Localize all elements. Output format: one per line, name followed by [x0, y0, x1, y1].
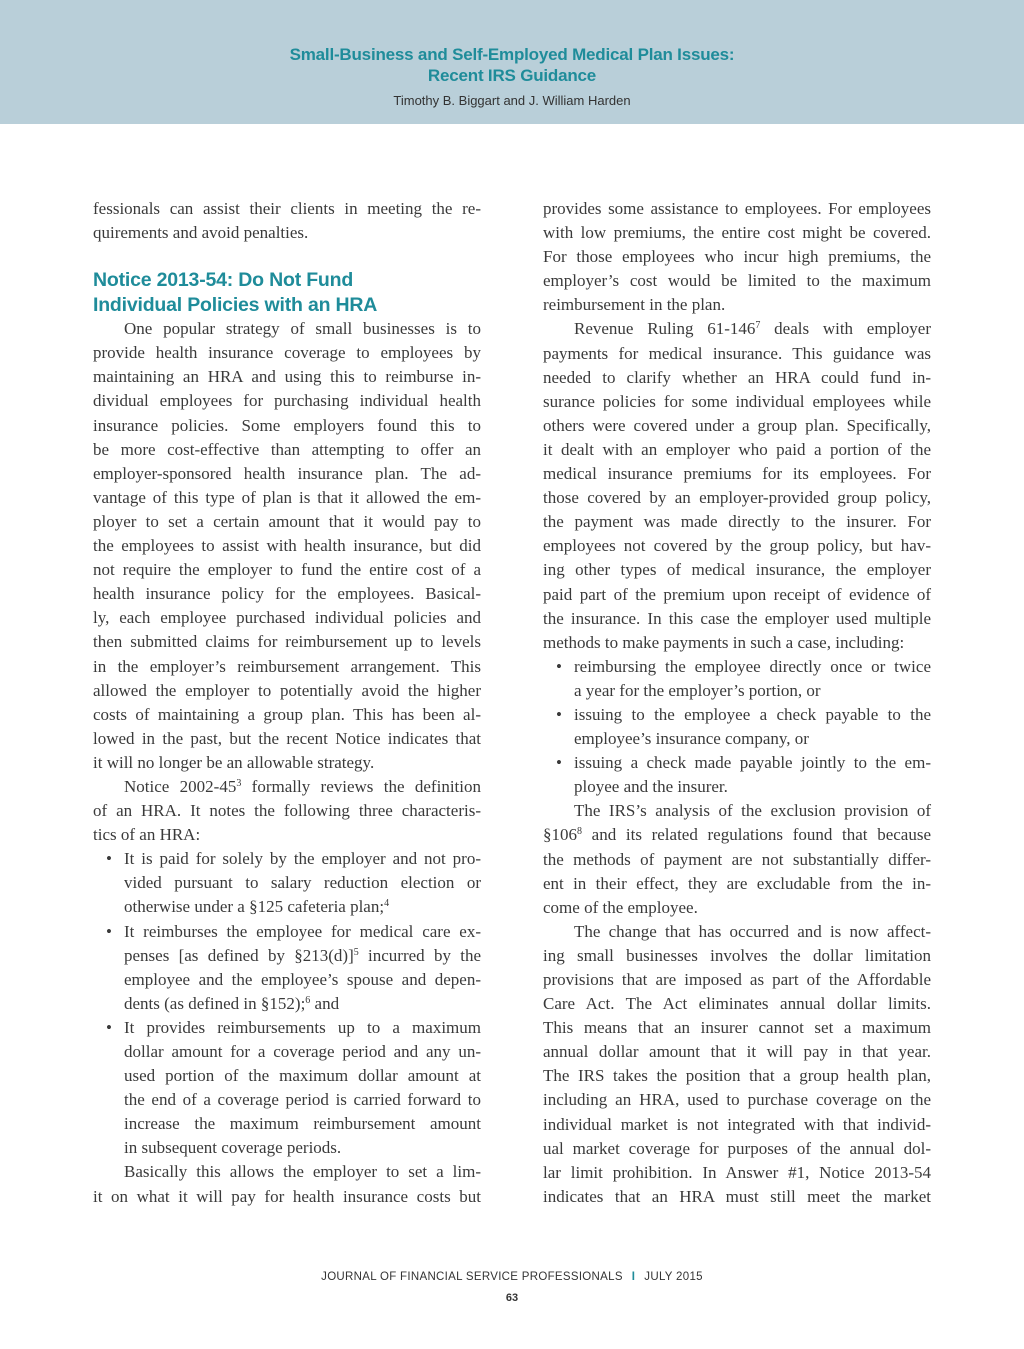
text-line: in the employer’s reimbursement arrangement. This	[93, 656, 481, 676]
text-line: This means that an insurer cannot set a maximum	[543, 1018, 931, 1038]
text-line: • reimbursing the employee directly once or twice	[543, 655, 931, 679]
footnote-ref: 7	[755, 320, 761, 332]
article-title	[0, 44, 1024, 86]
text-line: dents (as defined in §152);$^6$ and	[124, 993, 340, 1013]
section-heading	[93, 268, 481, 317]
text-line: a year for the employer’s portion, or	[574, 680, 821, 700]
bullet-item	[543, 751, 931, 799]
text-line: dollar amount for a coverage period and any un-	[124, 1042, 481, 1061]
text-line: vantage of this type of plan is that it allowed the em-	[93, 487, 481, 507]
text-line: reimbursement in the plan.	[543, 295, 726, 315]
bullet-item	[93, 1016, 481, 1161]
text-line: the methods of payment are not substantially differ-	[543, 849, 931, 869]
right-column	[543, 197, 931, 1209]
bullet-icon: •	[556, 656, 562, 676]
text-line: lar limit prohibition. In Answer #1, Notice 2013-54	[543, 1162, 931, 1182]
bullet-icon: •	[106, 1017, 112, 1037]
bullet-item	[93, 920, 481, 1016]
text-line: quirements and avoid penalties.	[93, 223, 309, 243]
text-line: surance policies for some individual employees while	[543, 391, 931, 411]
text-line: Notice $2002-45^3$ formally reviews the definition	[124, 776, 481, 796]
text-line: provides some assistance to employees. For employees	[543, 199, 931, 218]
text-line: Revenue Ruling $61-146^7$ deals with employer	[574, 319, 932, 339]
article-title-line-2: Recent IRS Guidance	[427, 66, 597, 85]
journal-name: JOURNAL OF FINANCIAL SERVICE PROFESSIONALS	[321, 1271, 623, 1283]
text-line: paid part of the premium upon receipt of evidence of	[543, 584, 931, 604]
text-line: lowed in the past, but the recent Notice indicates that	[93, 728, 481, 748]
text-line: ployer to set a certain amount that it would pay to	[93, 511, 481, 531]
intro-paragraph	[93, 197, 481, 245]
footnote-ref: 6	[305, 994, 311, 1006]
page-number: 63	[505, 1292, 519, 1304]
text-line: including an HRA, used to purchase coverage on the	[543, 1090, 931, 1110]
text-line: employees not covered by the group policy, but hav-	[543, 536, 931, 556]
text-line: maintaining an HRA and using this to reimburse in-	[93, 367, 481, 387]
text-line: • It provides reimbursements up to a maximum	[93, 1016, 481, 1040]
paragraph-strategy	[93, 317, 481, 775]
text-line: health insurance policy for the employees. Basical-	[93, 584, 481, 604]
text-line: • It reimburses the employee for medical care ex-	[93, 920, 481, 944]
text-line: For those employees who incur high premiums, the	[543, 247, 931, 267]
text-line: provisions that are imposed as part of the Affordable	[543, 970, 931, 989]
paragraph-notice-2002-45	[93, 775, 481, 847]
text-line: ly, each employee purchased individual policies and	[93, 608, 481, 628]
text-line: not require the employer to fund the entire cost of a	[93, 560, 481, 580]
text-line: with low premiums, the entire cost might be covered.	[543, 223, 931, 243]
text-line: annual dollar amount that it will pay in that year.	[543, 1042, 931, 1062]
text-line: provide health insurance coverage to employees by	[93, 343, 481, 363]
paragraph-basically	[93, 1160, 481, 1208]
bullet-icon: •	[556, 753, 562, 773]
bullet-item	[93, 847, 481, 919]
text-line: One popular strategy of small businesses is to	[124, 319, 481, 339]
text-line: Care Act. The Act eliminates annual dollar limits.	[543, 994, 931, 1014]
text-line: ing other types of medical insurance, the employer	[543, 560, 931, 580]
bullet-icon: •	[556, 704, 562, 724]
text-line: vided pursuant to salary reduction election or	[124, 873, 481, 893]
text-line: allowed the employer to potentially avoid the higher	[93, 680, 481, 700]
footnote-ref: 4	[384, 898, 390, 910]
text-line: The IRS’s analysis of the exclusion provision of	[574, 801, 931, 821]
footnote-ref: 8	[577, 826, 582, 838]
text-line: dividual employees for purchasing individual health	[93, 391, 481, 411]
left-column	[93, 197, 481, 1209]
text-line: • issuing a check made payable jointly to the em-	[543, 751, 931, 775]
text-line: Basically this allows the employer to set a lim-	[124, 1162, 481, 1182]
text-line: it on what it will pay for health insurance costs but	[93, 1186, 481, 1206]
text-line: individual market is not integrated with that individ-	[543, 1114, 931, 1134]
text-line: in subsequent coverage periods.	[124, 1138, 342, 1158]
text-line: it will no longer be an allowable strategy.	[93, 752, 375, 772]
text-line: employee’s insurance company, or	[574, 729, 809, 749]
text-line: The IRS takes the position that a group health plan,	[543, 1066, 931, 1086]
text-line: $\S 106^8$ and its related regulations found that because	[543, 825, 931, 845]
text-line: those covered by an employer-provided group policy,	[543, 488, 931, 508]
text-line: ing small businesses involves the dollar limitation	[543, 945, 931, 965]
text-line: employer-sponsored health insurance plan. The ad-	[93, 463, 481, 483]
footnote-ref: 3	[236, 777, 242, 789]
text-line: costs of maintaining a group plan. This has been al-	[93, 704, 481, 724]
bullet-item	[543, 703, 931, 751]
text-line: The change that has occurred and is now affect-	[574, 921, 931, 941]
text-line: then submitted claims for reimbursement up to levels	[93, 632, 481, 652]
text-line: tics of an HRA:	[93, 825, 201, 845]
paragraph-revenue-ruling	[543, 317, 931, 654]
text-line: the payment was made directly to the insurer. For	[543, 512, 931, 532]
text-line: used portion of the maximum dollar amount at	[124, 1066, 481, 1086]
text-line: increase the maximum reimbursement amount	[124, 1114, 481, 1134]
text-line: indicates that an HRA must still meet the market	[543, 1186, 931, 1206]
issue-date: JULY 2015	[644, 1271, 703, 1283]
text-line: employer’s cost would be limited to the maximum	[543, 271, 931, 291]
paragraph-assistance	[543, 197, 931, 317]
text-line: it dealt with an employer who paid a portion of the	[543, 439, 931, 459]
text-line: the end of a coverage period is carried forward to	[124, 1090, 481, 1110]
text-line: employee and the employee’s spouse and depen-	[124, 969, 481, 989]
text-line: payments for medical insurance. This guidance was	[543, 343, 931, 363]
article-authors: Timothy B. Biggart and J. William Harden	[393, 93, 631, 108]
article-header	[0, 0, 1024, 124]
text-line: others were covered under a group plan. Specifically,	[543, 415, 931, 435]
text-line: the employees to assist with health insurance, but did	[93, 536, 481, 556]
section-heading-line-2: Individual Policies with an HRA	[93, 293, 378, 316]
text-line: • issuing to the employee a check payable to the	[543, 703, 931, 727]
text-line: ual market coverage for purposes of the annual dol-	[543, 1138, 931, 1158]
text-line: the insurance. In this case the employer used multiple	[543, 608, 931, 628]
text-line: ployee and the insurer.	[574, 777, 728, 797]
bullet-icon: •	[106, 921, 112, 941]
page-footer	[0, 1271, 1024, 1283]
article-title-line-1: Small-Business and Self-Employed Medical Plan Issues:	[289, 45, 735, 64]
text-line: needed to clarify whether an HRA could fund in-	[543, 367, 931, 387]
footnote-ref: 5	[353, 946, 359, 958]
text-line: fessionals can assist their clients in meeting the re-	[93, 199, 481, 218]
paragraph-irs-analysis	[543, 799, 931, 919]
bullet-icon: •	[106, 849, 112, 869]
footer-separator: I	[631, 1271, 636, 1283]
paragraph-change	[543, 920, 931, 1209]
text-line: otherwise under a §125 cafeteria plan;$^4$	[124, 897, 390, 917]
text-line: • It is paid for solely by the employer and not pro-	[93, 847, 481, 871]
text-line: come of the employee.	[543, 897, 698, 917]
text-line: be more cost-effective than attempting to offer an	[93, 439, 481, 459]
bullet-item	[543, 655, 931, 703]
text-line: methods to make payments in such a case, including:	[543, 632, 905, 652]
text-line: of an HRA. It notes the following three characteris-	[93, 801, 481, 821]
text-line: ent in their effect, they are excludable from the in-	[543, 873, 931, 893]
text-line: insurance policies. Some employers found this to	[93, 415, 481, 435]
text-line: medical insurance premiums for its employees. For	[543, 464, 931, 484]
text-line: penses [as defined by §213(d)]$^5$ incurred by the	[124, 945, 482, 965]
section-heading-line-1: Notice 2013-54: Do Not Fund	[93, 269, 354, 292]
